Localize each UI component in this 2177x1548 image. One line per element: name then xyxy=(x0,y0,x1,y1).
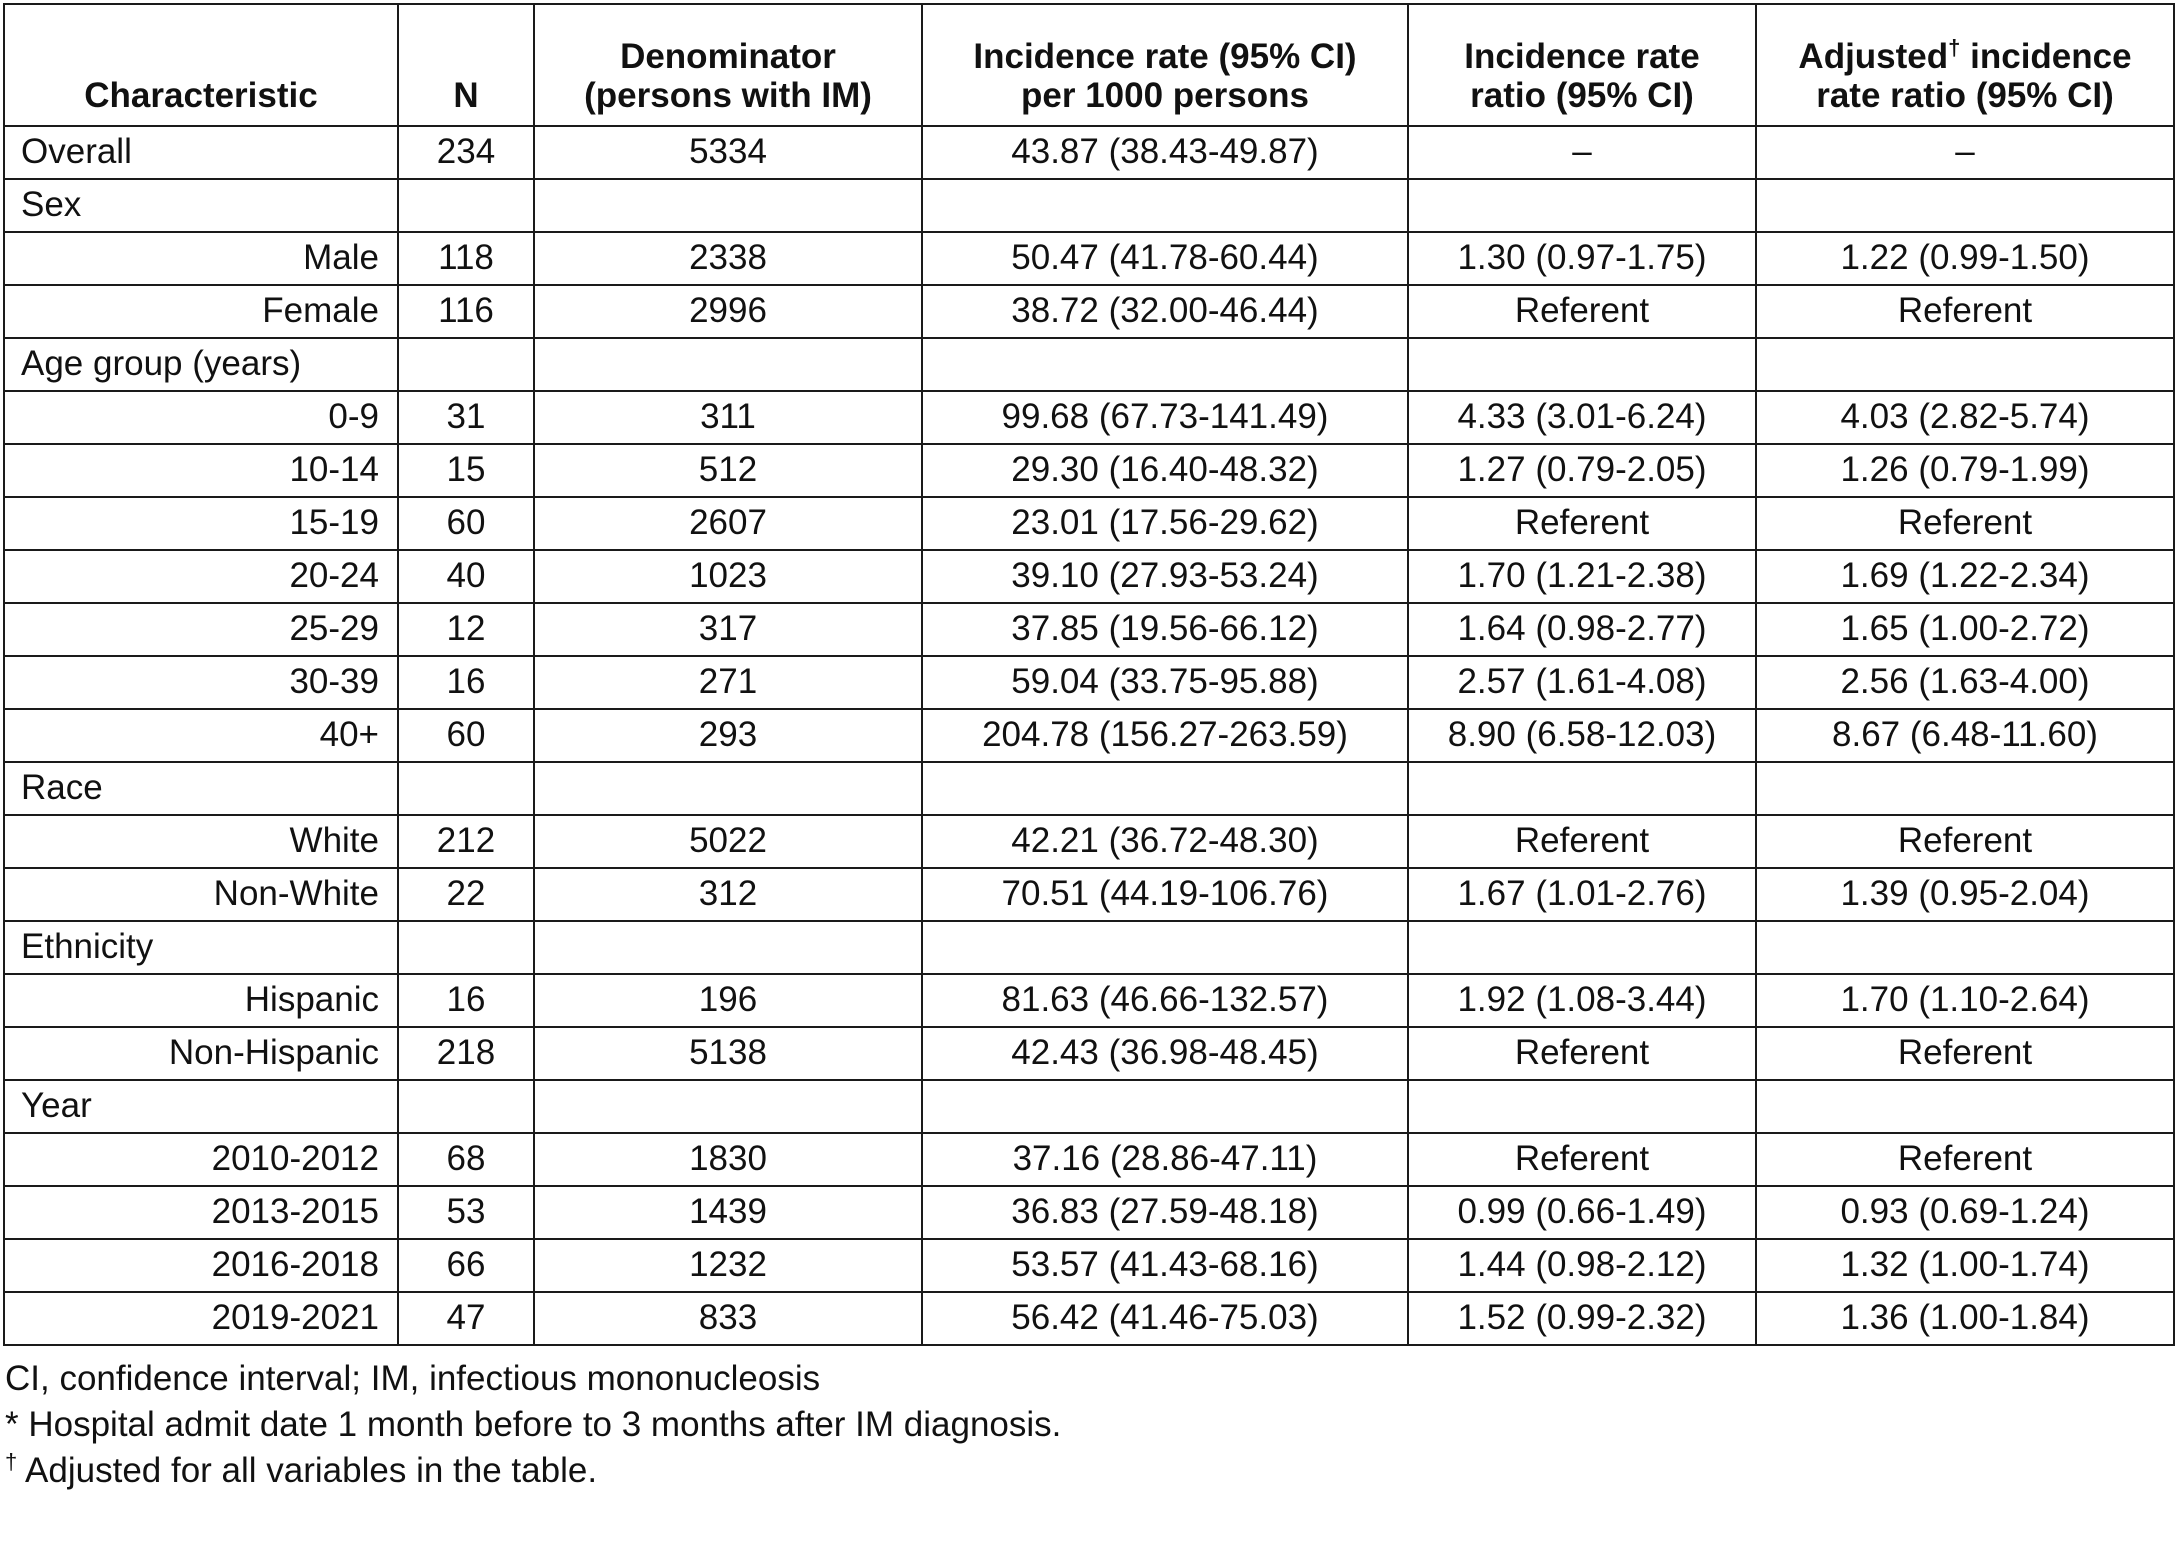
cell-characteristic: 25-29 xyxy=(4,603,398,656)
cell-incidence-rate-ratio: 1.64 (0.98-2.77) xyxy=(1408,603,1756,656)
cell-characteristic: 40+ xyxy=(4,709,398,762)
cell-incidence-rate-ratio: 8.90 (6.58-12.03) xyxy=(1408,709,1756,762)
cell-adjusted-irr: 1.65 (1.00-2.72) xyxy=(1756,603,2174,656)
cell-incidence-rate: 50.47 (41.78-60.44) xyxy=(922,232,1408,285)
table-row xyxy=(4,974,2174,1027)
cell-n: 68 xyxy=(398,1133,534,1186)
cell-n: 15 xyxy=(398,444,534,497)
cell-incidence-rate-ratio: 1.30 (0.97-1.75) xyxy=(1408,232,1756,285)
cell-adjusted-irr xyxy=(1756,179,2174,232)
cell-characteristic: White xyxy=(4,815,398,868)
cell-denominator: 5138 xyxy=(534,1027,922,1080)
cell-denominator xyxy=(534,921,922,974)
cell-denominator xyxy=(534,762,922,815)
cell-incidence-rate-ratio xyxy=(1408,762,1756,815)
cell-denominator: 311 xyxy=(534,391,922,444)
cell-incidence-rate-ratio: 1.52 (0.99-2.32) xyxy=(1408,1292,1756,1345)
section-header-row xyxy=(4,338,2174,391)
header-n: N xyxy=(398,4,534,126)
cell-characteristic: Male xyxy=(4,232,398,285)
cell-denominator xyxy=(534,1080,922,1133)
cell-characteristic: Non-Hispanic xyxy=(4,1027,398,1080)
table-row xyxy=(4,1239,2174,1292)
cell-incidence-rate-ratio: 1.70 (1.21-2.38) xyxy=(1408,550,1756,603)
cell-denominator: 196 xyxy=(534,974,922,1027)
cell-incidence-rate-ratio xyxy=(1408,1080,1756,1133)
cell-adjusted-irr: 1.32 (1.00-1.74) xyxy=(1756,1239,2174,1292)
cell-characteristic: 2010-2012 xyxy=(4,1133,398,1186)
cell-n xyxy=(398,762,534,815)
cell-denominator: 271 xyxy=(534,656,922,709)
cell-characteristic: 20-24 xyxy=(4,550,398,603)
cell-n: 116 xyxy=(398,285,534,338)
cell-denominator: 312 xyxy=(534,868,922,921)
cell-incidence-rate: 38.72 (32.00-46.44) xyxy=(922,285,1408,338)
cell-characteristic: 30-39 xyxy=(4,656,398,709)
cell-adjusted-irr: 0.93 (0.69-1.24) xyxy=(1756,1186,2174,1239)
cell-denominator: 833 xyxy=(534,1292,922,1345)
cell-incidence-rate: 81.63 (46.66-132.57) xyxy=(922,974,1408,1027)
header-characteristic: Characteristic xyxy=(4,4,398,126)
cell-n xyxy=(398,179,534,232)
cell-incidence-rate: 37.85 (19.56-66.12) xyxy=(922,603,1408,656)
cell-denominator: 1232 xyxy=(534,1239,922,1292)
cell-incidence-rate: 56.42 (41.46-75.03) xyxy=(922,1292,1408,1345)
cell-characteristic: Hispanic xyxy=(4,974,398,1027)
cell-n xyxy=(398,921,534,974)
cell-denominator: 5334 xyxy=(534,126,922,179)
cell-incidence-rate-ratio: 1.27 (0.79-2.05) xyxy=(1408,444,1756,497)
cell-n: 31 xyxy=(398,391,534,444)
cell-denominator xyxy=(534,179,922,232)
cell-adjusted-irr xyxy=(1756,762,2174,815)
cell-incidence-rate-ratio: Referent xyxy=(1408,497,1756,550)
header-incidence-rate: Incidence rate (95% CI) per 1000 persons xyxy=(922,4,1408,126)
cell-incidence-rate-ratio: 4.33 (3.01-6.24) xyxy=(1408,391,1756,444)
cell-incidence-rate-ratio: 1.92 (1.08-3.44) xyxy=(1408,974,1756,1027)
cell-denominator xyxy=(534,338,922,391)
cell-incidence-rate: 39.10 (27.93-53.24) xyxy=(922,550,1408,603)
footnote-abbreviations: CI, confidence interval; IM, infectious mononucleosis xyxy=(5,1359,821,1398)
table-row xyxy=(4,126,2174,179)
cell-adjusted-irr: 1.36 (1.00-1.84) xyxy=(1756,1292,2174,1345)
cell-incidence-rate: 59.04 (33.75-95.88) xyxy=(922,656,1408,709)
cell-incidence-rate xyxy=(922,762,1408,815)
cell-adjusted-irr: Referent xyxy=(1756,1027,2174,1080)
cell-incidence-rate-ratio: Referent xyxy=(1408,1133,1756,1186)
cell-characteristic: 2013-2015 xyxy=(4,1186,398,1239)
cell-adjusted-irr: – xyxy=(1756,126,2174,179)
cell-incidence-rate: 43.87 (38.43-49.87) xyxy=(922,126,1408,179)
cell-n: 218 xyxy=(398,1027,534,1080)
cell-characteristic: Year xyxy=(4,1080,398,1133)
cell-incidence-rate xyxy=(922,921,1408,974)
cell-incidence-rate xyxy=(922,179,1408,232)
cell-incidence-rate-ratio: 0.99 (0.66-1.49) xyxy=(1408,1186,1756,1239)
cell-incidence-rate: 53.57 (41.43-68.16) xyxy=(922,1239,1408,1292)
cell-n: 40 xyxy=(398,550,534,603)
cell-characteristic: Non-White xyxy=(4,868,398,921)
cell-characteristic: Female xyxy=(4,285,398,338)
header-row xyxy=(4,4,2174,126)
cell-denominator: 1023 xyxy=(534,550,922,603)
section-header-row xyxy=(4,179,2174,232)
table-row xyxy=(4,285,2174,338)
cell-adjusted-irr: 8.67 (6.48-11.60) xyxy=(1756,709,2174,762)
cell-incidence-rate: 23.01 (17.56-29.62) xyxy=(922,497,1408,550)
cell-adjusted-irr: Referent xyxy=(1756,815,2174,868)
table-row xyxy=(4,1186,2174,1239)
cell-characteristic: 2016-2018 xyxy=(4,1239,398,1292)
table-row xyxy=(4,444,2174,497)
cell-incidence-rate-ratio: Referent xyxy=(1408,285,1756,338)
cell-characteristic: Sex xyxy=(4,179,398,232)
cell-denominator: 2996 xyxy=(534,285,922,338)
cell-n: 16 xyxy=(398,656,534,709)
cell-characteristic: 10-14 xyxy=(4,444,398,497)
cell-incidence-rate: 29.30 (16.40-48.32) xyxy=(922,444,1408,497)
cell-n: 66 xyxy=(398,1239,534,1292)
cell-adjusted-irr: Referent xyxy=(1756,497,2174,550)
cell-incidence-rate xyxy=(922,338,1408,391)
cell-adjusted-irr: 1.26 (0.79-1.99) xyxy=(1756,444,2174,497)
cell-adjusted-irr: 1.69 (1.22-2.34) xyxy=(1756,550,2174,603)
table-row xyxy=(4,868,2174,921)
cell-denominator: 1830 xyxy=(534,1133,922,1186)
cell-denominator: 5022 xyxy=(534,815,922,868)
cell-characteristic: 0-9 xyxy=(4,391,398,444)
cell-denominator: 512 xyxy=(534,444,922,497)
section-header-row xyxy=(4,921,2174,974)
cell-n: 16 xyxy=(398,974,534,1027)
table-row xyxy=(4,815,2174,868)
cell-n: 22 xyxy=(398,868,534,921)
cell-characteristic: Race xyxy=(4,762,398,815)
cell-n xyxy=(398,338,534,391)
cell-incidence-rate-ratio xyxy=(1408,179,1756,232)
incidence-table xyxy=(3,3,2175,1346)
cell-denominator: 2607 xyxy=(534,497,922,550)
cell-incidence-rate-ratio: 1.44 (0.98-2.12) xyxy=(1408,1239,1756,1292)
header-adjusted-incidence-rate-ratio: Adjusted† incidence rate ratio (95% CI) xyxy=(1756,4,2174,126)
cell-incidence-rate: 42.21 (36.72-48.30) xyxy=(922,815,1408,868)
cell-n: 47 xyxy=(398,1292,534,1345)
cell-denominator: 2338 xyxy=(534,232,922,285)
cell-incidence-rate-ratio xyxy=(1408,921,1756,974)
table-row xyxy=(4,391,2174,444)
cell-n xyxy=(398,1080,534,1133)
header-denominator: Denominator (persons with IM) xyxy=(534,4,922,126)
document xyxy=(3,3,2173,1494)
cell-incidence-rate: 42.43 (36.98-48.45) xyxy=(922,1027,1408,1080)
cell-incidence-rate-ratio: – xyxy=(1408,126,1756,179)
cell-incidence-rate: 70.51 (44.19-106.76) xyxy=(922,868,1408,921)
cell-incidence-rate-ratio xyxy=(1408,338,1756,391)
cell-adjusted-irr: Referent xyxy=(1756,1133,2174,1186)
table-row xyxy=(4,1292,2174,1345)
footnote-asterisk: * Hospital admit date 1 month before to 3 months after IM diagnosis. xyxy=(5,1405,1062,1444)
cell-denominator: 293 xyxy=(534,709,922,762)
cell-characteristic: Overall xyxy=(4,126,398,179)
section-header-row xyxy=(4,762,2174,815)
cell-denominator: 317 xyxy=(534,603,922,656)
footnotes xyxy=(3,1356,2173,1494)
cell-characteristic: Ethnicity xyxy=(4,921,398,974)
cell-adjusted-irr: 4.03 (2.82-5.74) xyxy=(1756,391,2174,444)
cell-adjusted-irr: Referent xyxy=(1756,285,2174,338)
table-body xyxy=(4,126,2174,1345)
cell-adjusted-irr: 1.39 (0.95-2.04) xyxy=(1756,868,2174,921)
cell-characteristic: Age group (years) xyxy=(4,338,398,391)
cell-n: 118 xyxy=(398,232,534,285)
table-row xyxy=(4,603,2174,656)
table-row xyxy=(4,1133,2174,1186)
footnote-dagger: † Adjusted for all variables in the table. xyxy=(5,1449,598,1490)
table-row xyxy=(4,656,2174,709)
cell-incidence-rate: 37.16 (28.86-47.11) xyxy=(922,1133,1408,1186)
cell-incidence-rate: 99.68 (67.73-141.49) xyxy=(922,391,1408,444)
cell-n: 53 xyxy=(398,1186,534,1239)
cell-denominator: 1439 xyxy=(534,1186,922,1239)
cell-incidence-rate xyxy=(922,1080,1408,1133)
table-row xyxy=(4,1027,2174,1080)
table-row xyxy=(4,709,2174,762)
cell-adjusted-irr: 1.70 (1.10-2.64) xyxy=(1756,974,2174,1027)
header-incidence-rate-ratio: Incidence rate ratio (95% CI) xyxy=(1408,4,1756,126)
cell-adjusted-irr xyxy=(1756,338,2174,391)
cell-adjusted-irr: 2.56 (1.63-4.00) xyxy=(1756,656,2174,709)
cell-incidence-rate-ratio: 1.67 (1.01-2.76) xyxy=(1408,868,1756,921)
cell-n: 234 xyxy=(398,126,534,179)
cell-n: 12 xyxy=(398,603,534,656)
table-row xyxy=(4,550,2174,603)
cell-incidence-rate: 204.78 (156.27-263.59) xyxy=(922,709,1408,762)
cell-adjusted-irr xyxy=(1756,921,2174,974)
cell-characteristic: 2019-2021 xyxy=(4,1292,398,1345)
cell-adjusted-irr xyxy=(1756,1080,2174,1133)
cell-characteristic: 15-19 xyxy=(4,497,398,550)
section-header-row xyxy=(4,1080,2174,1133)
cell-n: 60 xyxy=(398,709,534,762)
table-row xyxy=(4,232,2174,285)
cell-incidence-rate-ratio: Referent xyxy=(1408,815,1756,868)
cell-n: 212 xyxy=(398,815,534,868)
cell-incidence-rate-ratio: Referent xyxy=(1408,1027,1756,1080)
cell-n: 60 xyxy=(398,497,534,550)
cell-incidence-rate-ratio: 2.57 (1.61-4.08) xyxy=(1408,656,1756,709)
cell-adjusted-irr: 1.22 (0.99-1.50) xyxy=(1756,232,2174,285)
table-row xyxy=(4,497,2174,550)
cell-incidence-rate: 36.83 (27.59-48.18) xyxy=(922,1186,1408,1239)
